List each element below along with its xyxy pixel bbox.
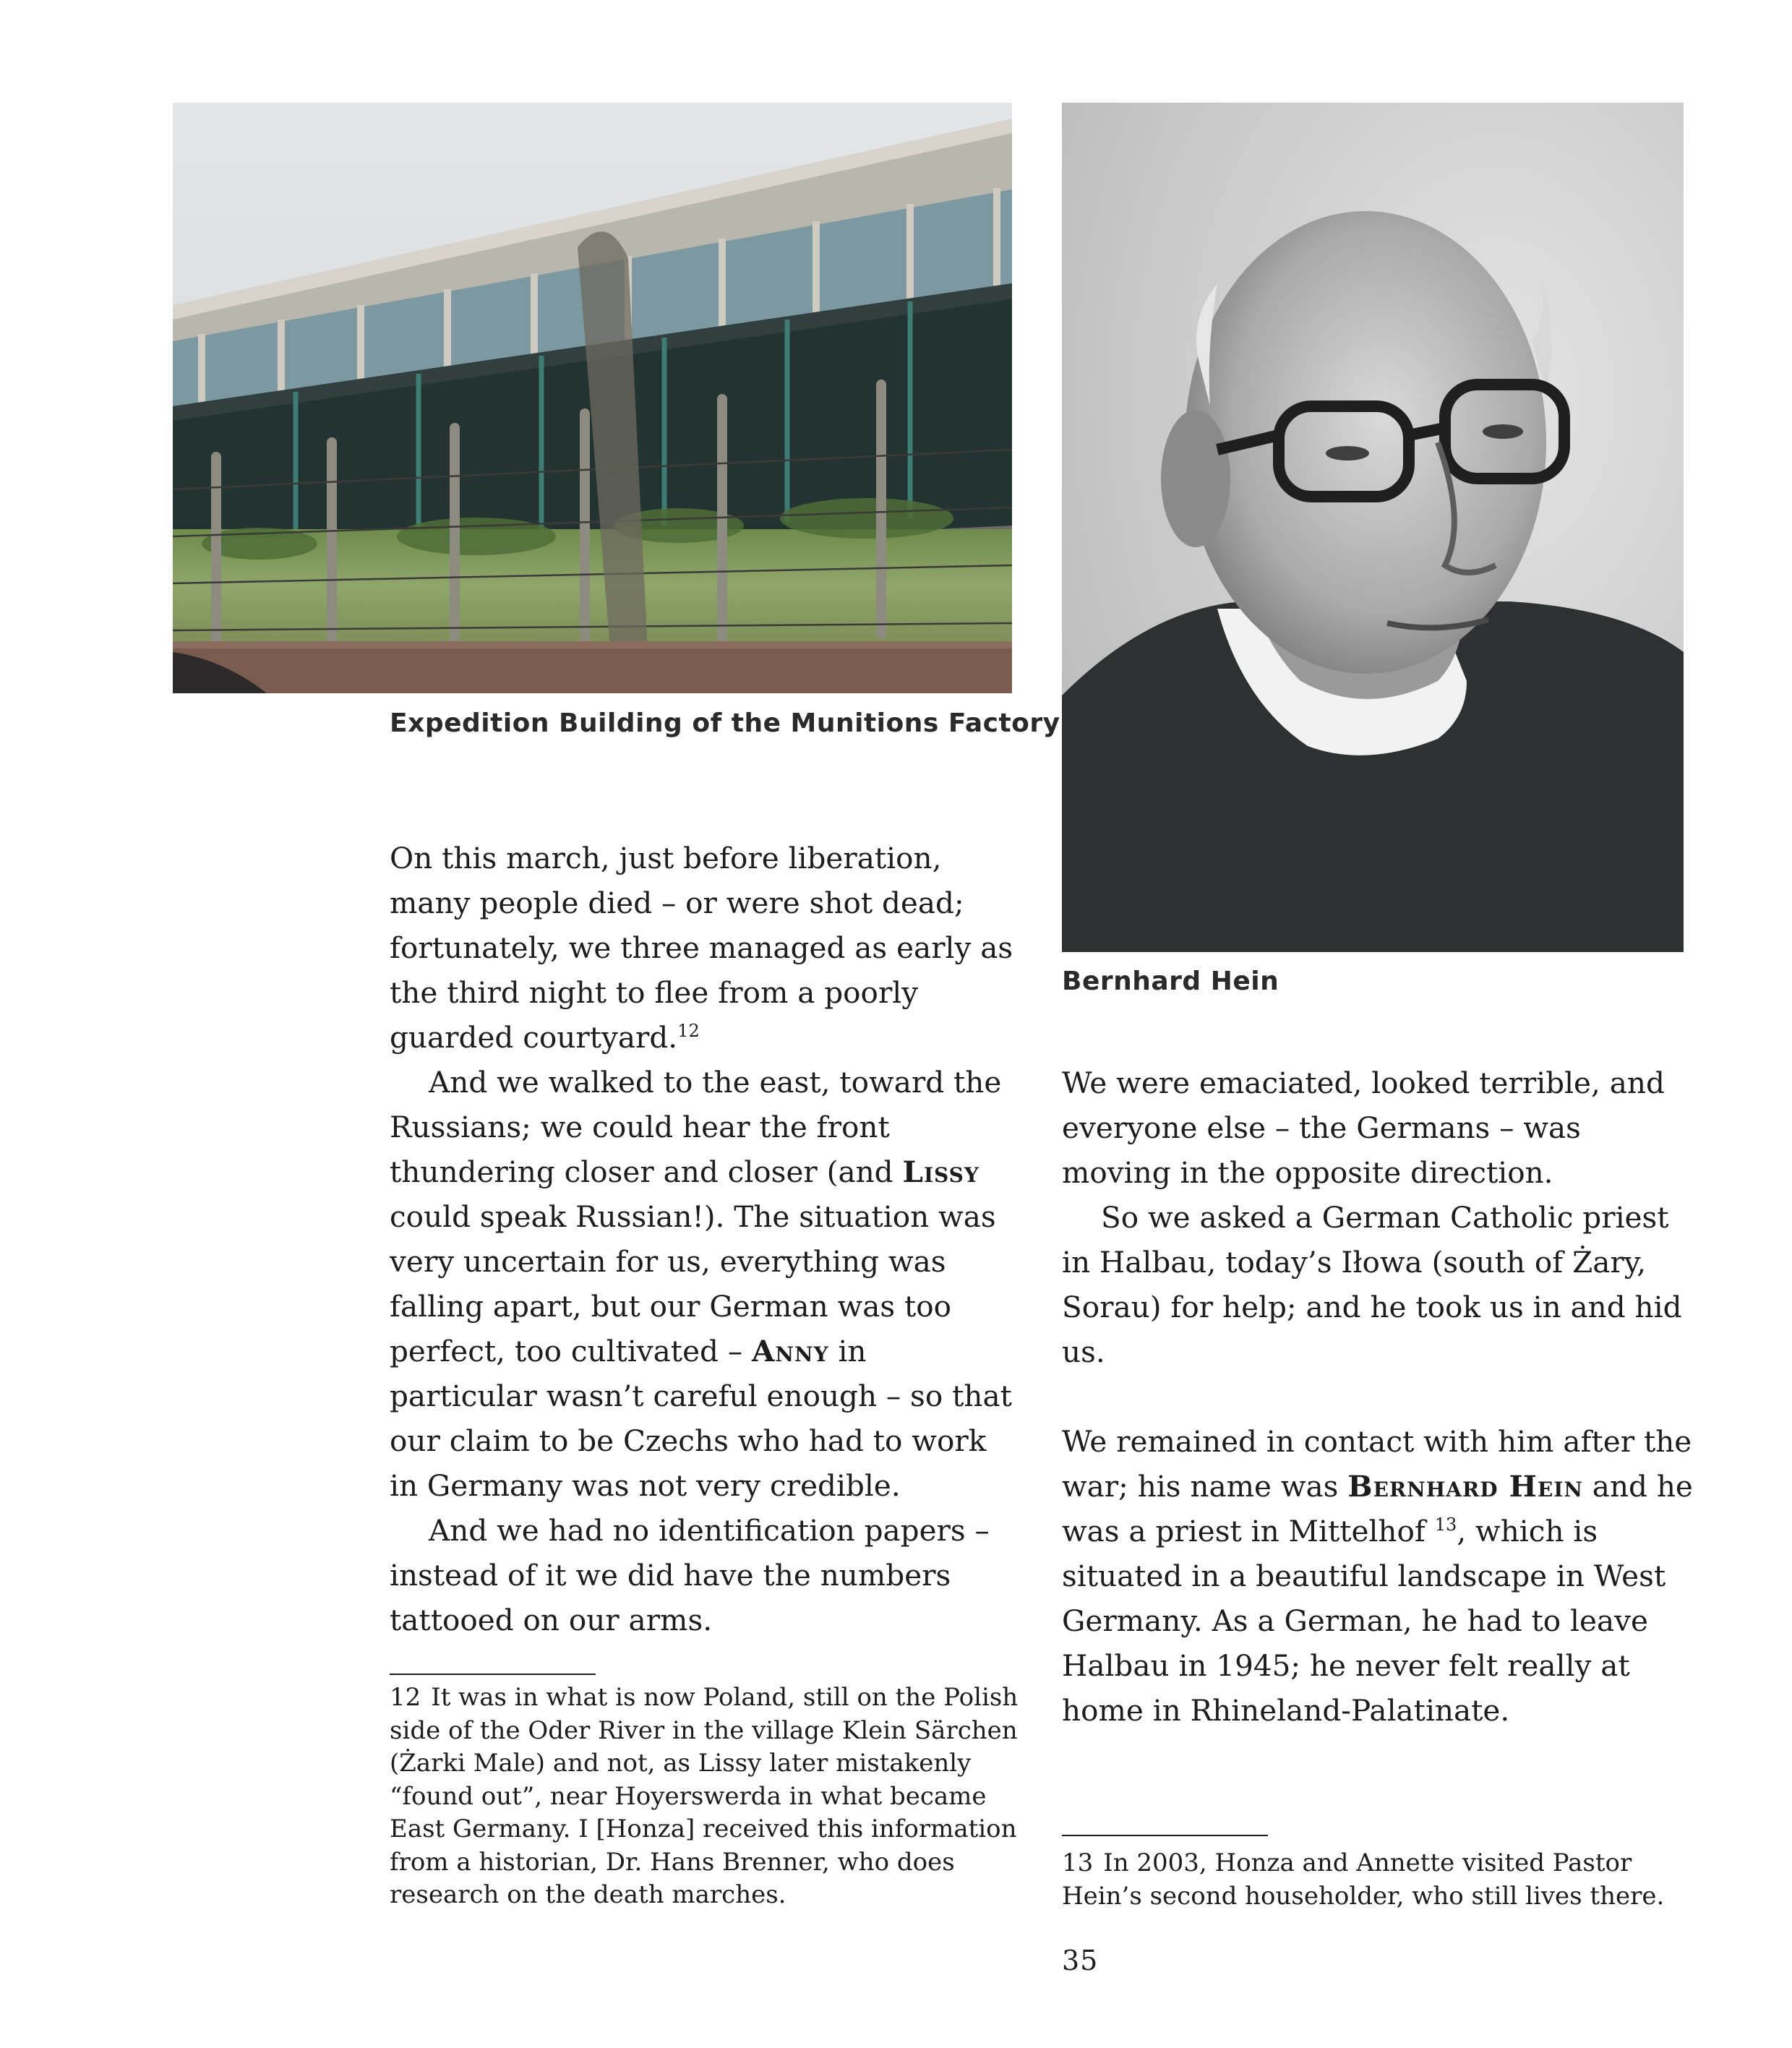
footnote-12 (390, 1681, 1026, 1912)
portrait-photo-image (1062, 103, 1684, 952)
footnote-number: 13 (1062, 1848, 1094, 1877)
portrait-caption: Bernhard Hein (1062, 967, 1279, 996)
portrait-photo (1062, 103, 1684, 952)
footnote-text: In 2003, Honza and Annette visited Pastor Hein’s second householder, who still lives there. (1062, 1848, 1665, 1911)
page-number: 35 (1062, 1945, 1099, 1976)
left-column (390, 836, 1019, 1642)
footnote-ref-12: 12 (677, 1021, 700, 1041)
paragraph: We were emaciated, looked terrible, and everyone else – the Germans – was moving in the opposite direction. (1062, 1066, 1665, 1190)
footnote-text: It was in what is now Poland, still on the Polish side of the Oder River in the village Klein Särchen (Żarki Male) and not, as Lissy later mistakenly “found out”, near Hoyerswerda in what became East Germany. I [Honza] received this information from a historian, Dr. Hans Brenner, who does research on the death marches. (390, 1683, 1019, 1909)
factory-photo-image (173, 103, 1012, 693)
factory-photo (173, 103, 1012, 693)
paragraph: And we walked to the east, toward the Russians; we could hear the front thundering closer and closer (and Lissy could speak Russian!). The situation was very uncertain for us, everything was falling apart, but our German was too perfect, too cultivated – Anny in particular wasn’t careful enough – so that our claim to be Czechs who had to work in Germany was not very credible. (390, 1065, 1012, 1503)
person-name: Bernhard Hein (1347, 1469, 1583, 1504)
footnote-number: 12 (390, 1683, 421, 1712)
person-name: Lissy (902, 1154, 979, 1189)
footnote-ref-13: 13 (1434, 1514, 1457, 1535)
factory-caption: Expedition Building of the Munitions Factory (390, 708, 1060, 738)
paragraph: On this march, just before liberation, many people died – or were shot dead; fortunately, we three managed as early as the third night to flee from a poorly guarded courtyard.$^{12}$ (390, 841, 1013, 1055)
footnote-rule (1062, 1835, 1268, 1836)
right-column (1062, 1061, 1698, 1733)
paragraph: And we had no identification papers – instead of it we did have the numbers tattooed on our arms. (390, 1513, 990, 1637)
footnote-13 (1062, 1847, 1698, 1913)
person-name: Anny (751, 1334, 829, 1368)
paragraph: We remained in contact with him after the war; his name was Bernhard Hein and he was a priest in Mittelhof $^{13}$, which is situated in a beautiful landscape in West Germany. As a German, he had to leave Halbau in 1945; he never felt really at home in Rhineland-Palatinate. (1062, 1424, 1693, 1728)
paragraph: So we asked a German Catholic priest in Halbau, today’s Iłowa (south of Żary, Sorau) for help; and he took us in and hid us. (1062, 1200, 1682, 1369)
footnote-rule (390, 1674, 596, 1675)
